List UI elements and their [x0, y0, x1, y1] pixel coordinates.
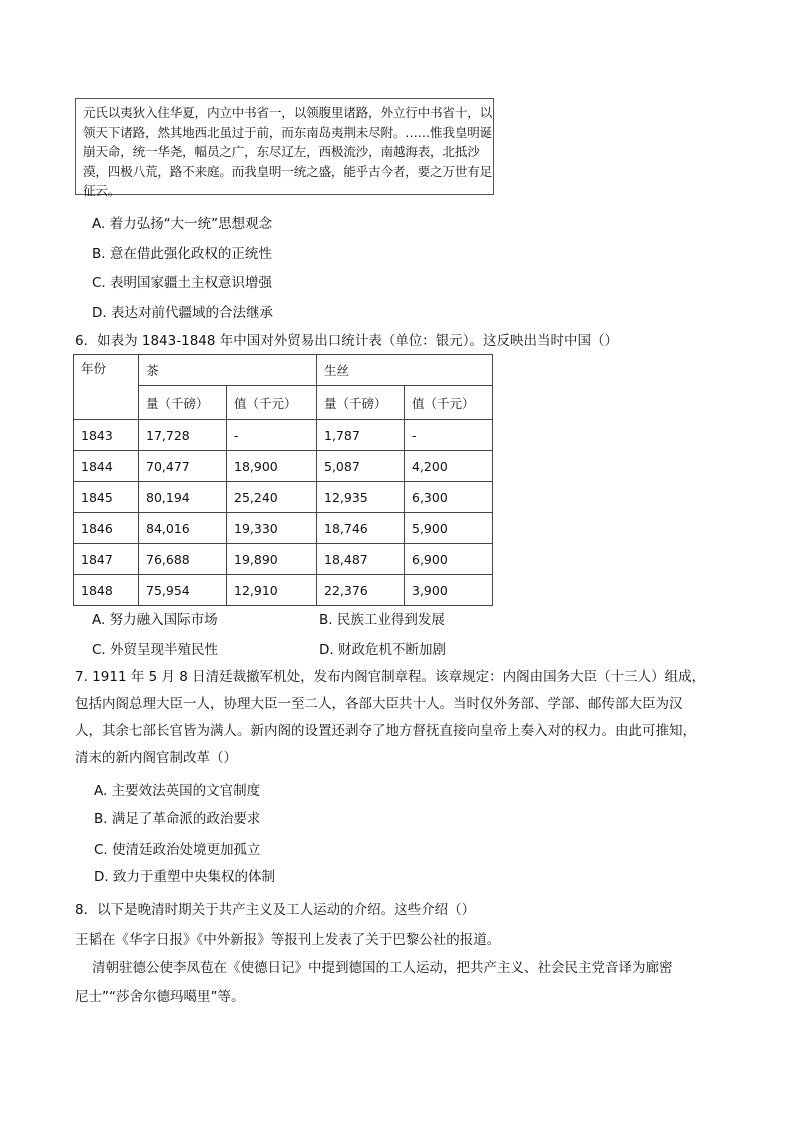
- table-cell: 4,200: [405, 451, 493, 482]
- quote-line: 征云。: [83, 183, 121, 198]
- q7-stem-line: 人，其余七部长官皆为满人。新内阁的设置还剥夺了地方督抚直接向皇帝上奏入对的权力。由此可推知，: [75, 723, 696, 739]
- quote-line: 领天下诸路，然其地西北虽过于前，而东南岛夷荆未尽附。……惟我皇明诞: [83, 124, 492, 140]
- table-cell: 18,487: [317, 544, 405, 575]
- q8-paragraph: 尼士”“莎舍尔德玛噶里”等。: [75, 989, 245, 1005]
- q7-option-b[interactable]: B. 满足了革命派的政治要求: [94, 811, 261, 827]
- table-cell: 19,330: [227, 513, 317, 544]
- table-cell: 22,376: [317, 575, 405, 606]
- q6-option-c[interactable]: C. 外贸呈现半殖民性: [92, 642, 219, 658]
- table-row: [74, 451, 493, 482]
- table-cell: 12,935: [317, 482, 405, 513]
- sub-header: 值（千元）: [405, 386, 493, 420]
- table-cell: 76,688: [139, 544, 227, 575]
- q8-paragraph: 王韬在《华字日报》《中外新报》等报刊上发表了关于巴黎公社的报道。: [75, 932, 501, 948]
- table-cell: 25,240: [227, 482, 317, 513]
- quote-box: [75, 98, 494, 198]
- table-cell: 17,728: [139, 420, 227, 451]
- table-row: [74, 544, 493, 575]
- table-cell: 5,087: [317, 451, 405, 482]
- sub-header: 值（千元）: [227, 386, 317, 420]
- q7-stem-line: 7. 1911 年 5 月 8 日清廷裁撤军机处，发布内阁官制章程。该章规定：内阁由国务大臣（十三人）组成，: [75, 669, 706, 685]
- trade-table: [73, 354, 493, 606]
- table-cell: -: [405, 420, 493, 451]
- table-row: [74, 420, 493, 451]
- table-cell: 75,954: [139, 575, 227, 606]
- table-cell: 1847: [74, 544, 139, 575]
- q6-option-b[interactable]: B. 民族工业得到发展: [319, 612, 445, 628]
- q8-stem: 8．以下是晚清时期关于共产主义及工人运动的介绍。这些介绍（）: [75, 902, 476, 918]
- table-cell: 6,900: [405, 544, 493, 575]
- table-cell: 3,900: [405, 575, 493, 606]
- q7-stem-line: 清末的新内阁官制改革（）: [75, 750, 237, 766]
- q6-stem: 6．如表为 1843-1848 年中国对外贸易出口统计表（单位：银元）。这反映出当时中国（）: [75, 333, 619, 349]
- table-cell: 5,900: [405, 513, 493, 544]
- q5-option-a[interactable]: A. 着力弘扬“大一统”思想观念: [92, 216, 273, 232]
- sub-header: 量（千磅）: [317, 386, 405, 420]
- q8-paragraph: 清朝驻德公使李凤苞在《使德日记》中提到德国的工人运动，把共产主义、社会民主党音译为廊密: [92, 960, 673, 976]
- table-cell: 1846: [74, 513, 139, 544]
- q5-option-d[interactable]: D. 表达对前代疆域的合法继承: [92, 305, 273, 321]
- table-cell: 6,300: [405, 482, 493, 513]
- table-cell: 12,910: [227, 575, 317, 606]
- table-cell: 84,016: [139, 513, 227, 544]
- tea-header: 茶: [139, 355, 317, 386]
- table-cell: 18,746: [317, 513, 405, 544]
- q7-option-a[interactable]: A. 主要效法英国的文官制度: [94, 783, 261, 799]
- q5-option-c[interactable]: C. 表明国家疆土主权意识增强: [92, 275, 273, 291]
- table-cell: 80,194: [139, 482, 227, 513]
- table-cell: 1844: [74, 451, 139, 482]
- silk-header: 生丝: [317, 355, 493, 386]
- q7-stem-line: 包括内阁总理大臣一人，协理大臣一至二人，各部大臣共十人。当时仅外务部、学部、邮传部大臣为汉: [75, 696, 683, 712]
- table-cell: -: [227, 420, 317, 451]
- q6-option-d[interactable]: D. 财政危机不断加剧: [319, 642, 446, 658]
- table-cell: 19,890: [227, 544, 317, 575]
- q5-option-b[interactable]: B. 意在借此强化政权的正统性: [92, 246, 272, 262]
- table-cell: 1,787: [317, 420, 405, 451]
- q7-option-d[interactable]: D. 致力于重塑中央集权的体制: [94, 869, 275, 885]
- table-cell: 1848: [74, 575, 139, 606]
- q7-option-c[interactable]: C. 使清廷政治处境更加孤立: [94, 842, 261, 858]
- table-cell: 1845: [74, 482, 139, 513]
- table-cell: 1843: [74, 420, 139, 451]
- table-cell: 70,477: [139, 451, 227, 482]
- table-row: [74, 513, 493, 544]
- q6-option-a[interactable]: A. 努力融入国际市场: [92, 612, 218, 628]
- year-header: 年份: [74, 355, 139, 420]
- table-row: [74, 482, 493, 513]
- table-cell: 18,900: [227, 451, 317, 482]
- quote-line: 漠，四极八荒，路不来庭。而我皇明一统之盛，能乎古今者，要之万世有足: [83, 163, 492, 179]
- quote-line: 崩天命，统一华尧，幅员之广，东尽辽左，西极流沙，南越海表，北抵沙: [83, 144, 480, 159]
- table-row: [74, 575, 493, 606]
- quote-line: 元氏以夷狄入住华夏，内立中书省一，以领腹里诸路，外立行中书省十，以: [83, 105, 492, 120]
- sub-header: 量（千磅）: [139, 386, 227, 420]
